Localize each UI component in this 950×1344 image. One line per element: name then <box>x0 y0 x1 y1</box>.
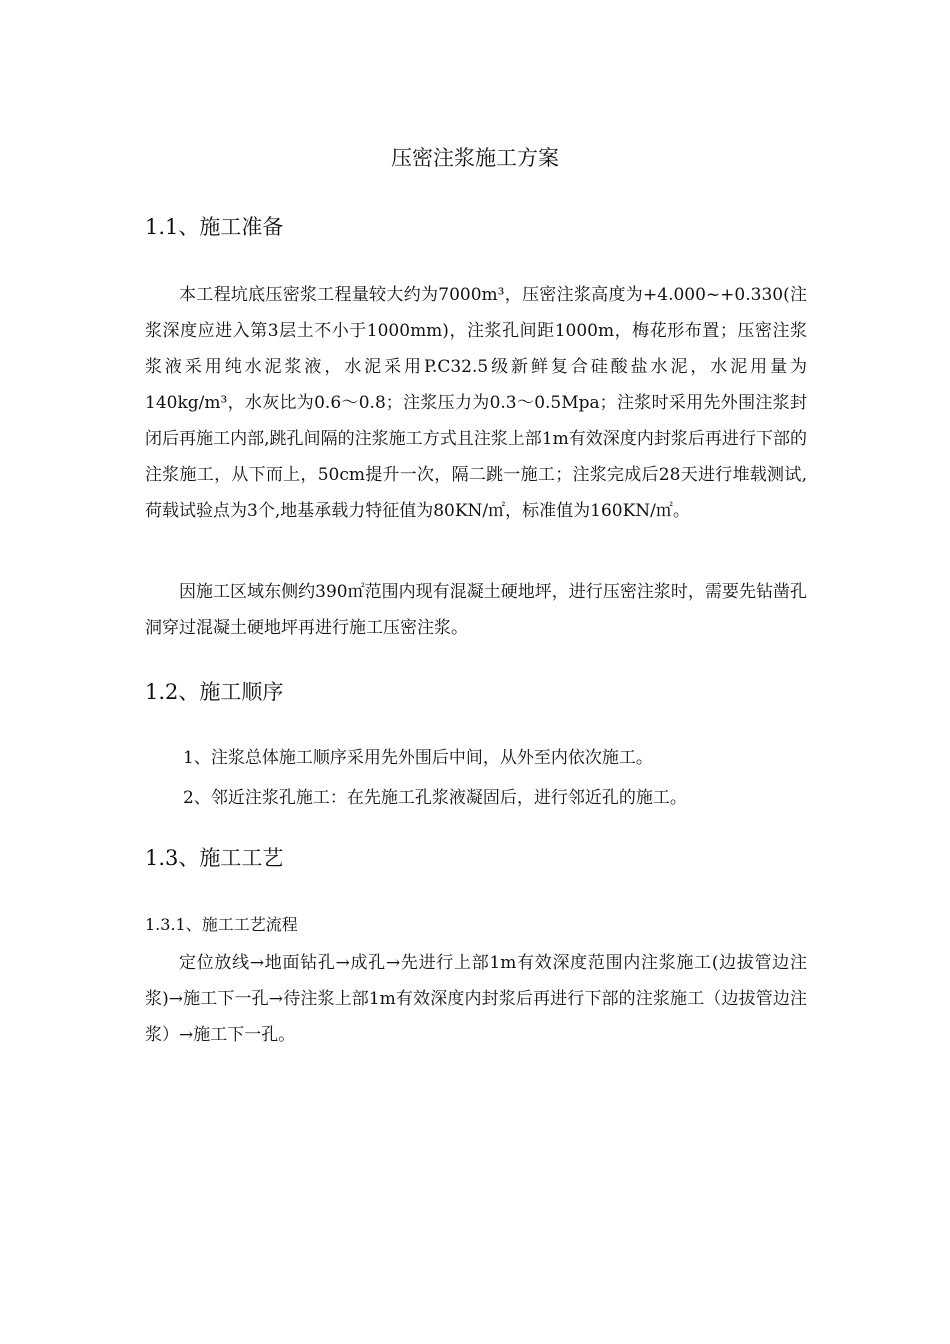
paragraph-process-flow: 定位放线→地面钻孔→成孔→先进行上部1m有效深度范围内注浆施工(边拔管边注浆)→施工下一孔→待注浆上部1m有效深度内封浆后再进行下部的注浆施工（边拔管边注浆）→施工下一孔。 <box>145 953 807 1045</box>
sequence-item-1: 1、注浆总体施工顺序采用先外围后中间，从外至内依次施工。 <box>183 748 653 768</box>
document-title: 压密注浆施工方案 <box>391 146 559 170</box>
section-heading-preparation: 1.1、施工准备 <box>145 215 284 239</box>
section-heading-process: 1.3、施工工艺 <box>145 846 284 870</box>
paragraph-preparation-details: 本工程坑底压密浆工程量较大约为7000m³，压密注浆高度为+4.000~+0.330(注浆深度应进入第3层土不小于1000mm)，注浆孔间距1000m，梅花形布置；压密注浆浆液采用纯水泥浆液，水泥采用P.C32.5级新鲜复合硅酸盐水泥，水泥用量为140kg/m³，水灰比为0.6～0.8；注浆压力为0.3～0.5Mpa；注浆时采用先外围注浆封闭后再施工内部,跳孔间隔的注浆施工方式且注浆上部1m有效深度内封浆后再进行下部的注浆施工，从下而上，50cm提升一次，隔二跳一施工；注浆完成后28天进行堆载测试,荷载试验点为3个,地基承载力特征值为80KN/㎡，标准值为160KN/㎡。 <box>145 285 807 521</box>
subsection-heading-process-flow: 1.3.1、施工工艺流程 <box>145 915 298 934</box>
paragraph-concrete-floor-note: 因施工区域东侧约390㎡范围内现有混凝土硬地坪，进行压密注浆时，需要先钻凿孔洞穿过混凝土硬地坪再进行施工压密注浆。 <box>145 582 807 638</box>
sequence-item-2: 2、邻近注浆孔施工：在先施工孔浆液凝固后，进行邻近孔的施工。 <box>183 788 687 808</box>
section-heading-sequence: 1.2、施工顺序 <box>145 680 284 704</box>
